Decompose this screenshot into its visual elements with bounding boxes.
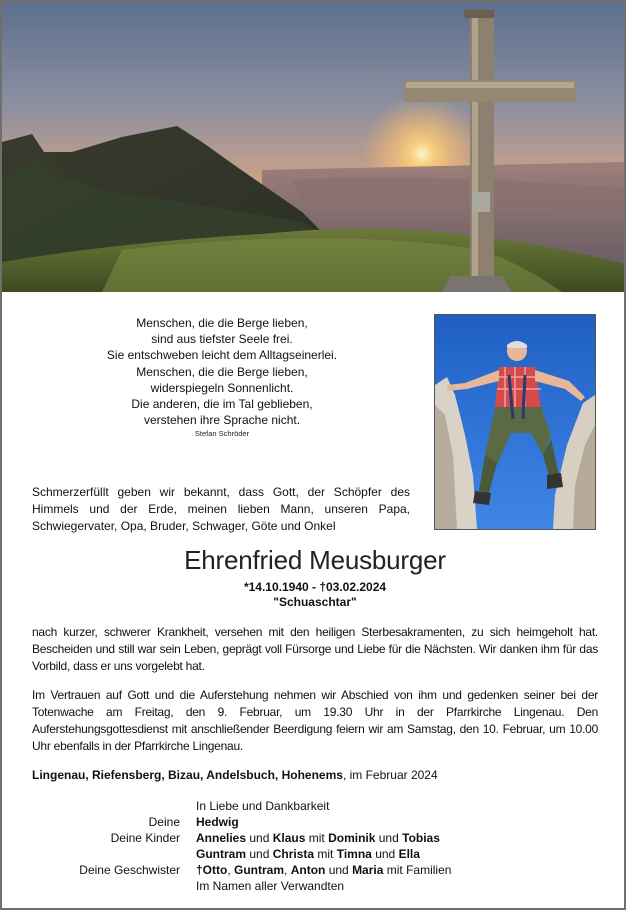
relative-name: Klaus <box>272 831 306 845</box>
connector-text: und <box>371 847 399 861</box>
poem-line: Die anderen, die im Tal geblieben, <box>131 397 313 412</box>
connector-text: und <box>246 831 273 845</box>
poem-line: widerspiegeln Sonnenlicht. <box>150 380 294 395</box>
siblings-names <box>196 862 451 878</box>
relative-name: Timna <box>336 847 372 861</box>
connector-text: und <box>246 847 273 861</box>
poem-author: Stefan Schröder <box>194 429 250 439</box>
poem-line: Menschen, die die Berge lieben, <box>136 316 308 330</box>
relative-name: Maria <box>352 863 384 877</box>
wife-name: Hedwig <box>196 815 239 829</box>
poem-line: verstehen ihre Sprache nicht. <box>143 413 301 428</box>
relative-name: Christa <box>272 847 315 861</box>
connector-text: und <box>325 863 353 877</box>
relative-name: Anton <box>290 863 326 877</box>
towns: Lingenau, Riefensberg, Bizau, Andelsbuch, Hohenems <box>32 768 343 782</box>
wife-label: Deine <box>148 815 180 829</box>
relative-name: Dominik <box>328 831 376 845</box>
siblings-label: Deine Geschwister <box>79 863 180 877</box>
poem-line: Menschen, die die Berge lieben, <box>136 364 308 379</box>
children-names-row1 <box>196 830 440 846</box>
children-label: Deine Kinder <box>110 831 180 845</box>
connector-text: mit Familien <box>383 863 452 877</box>
relative-name: Ella <box>398 847 420 861</box>
relative-name: Annelies <box>196 831 247 845</box>
signature-block <box>32 798 598 894</box>
poem <box>42 315 402 440</box>
signature-opening: In Liebe und Dankbarkeit <box>196 799 330 813</box>
summit-cross-photo <box>2 2 624 292</box>
relative-name: Tobias <box>402 831 440 845</box>
signature-closing: Im Namen aller Verwandten <box>196 879 345 893</box>
connector-text: , <box>284 863 291 877</box>
nickname: "Schuaschtar" <box>273 595 357 609</box>
death-notice-paragraph: nach kurzer, schwerer Krankheit, versehen mit den heiligen Sterbesakramenten, zu sich heimgeholt hat. Bescheiden und still war sein Leben, geprägt voll Fürsorge und Liebe für die Nächsten. Wir danken ihm für das Vorbild, dass er uns vorgelebt hat. <box>32 625 598 673</box>
portrait-photo <box>434 314 596 530</box>
connector-text: und <box>375 831 403 845</box>
deceased-name: Ehrenfried Meusburger <box>184 545 446 575</box>
poem-line: sind aus tiefster Seele frei. <box>151 332 293 347</box>
places-and-date <box>32 767 598 784</box>
poem-line: Sie entschweben leicht dem Alltagseinerlei. <box>106 348 338 363</box>
date-suffix: , im Februar 2024 <box>342 768 438 782</box>
relative-name: Guntram <box>196 847 247 861</box>
announcement-intro: Schmerzerfüllt geben wir bekannt, dass Gott, der Schöpfer des Himmels und der Erde, meinen lieben Mann, unseren Papa, Schwiegervater, Opa, Bruder, Schwager, Göte und Onkel <box>32 485 410 533</box>
funeral-details-paragraph: Im Vertrauen auf Gott und die Auferstehung nehmen wir Abschied von ihm und gedenken seiner bei der Totenwache am Freitag, den 9. Februar, um 19.30 Uhr in der Pfarrkirche Lingenau. Den Auferstehungsgottesdienst mit anschließender Beerdigung feiern wir am Samstag, den 10. Februar, um 10.00 Uhr ebenfalls in der Pfarrkirche Lingenau. <box>32 688 598 753</box>
connector-text: mit <box>305 831 329 845</box>
children-names-row2 <box>196 846 420 862</box>
relative-name: Guntram <box>234 863 285 877</box>
relative-name: †Otto <box>196 863 228 877</box>
life-dates: *14.10.1940 - †03.02.2024 <box>243 580 387 594</box>
connector-text: , <box>227 863 235 877</box>
connector-text: mit <box>314 847 337 861</box>
